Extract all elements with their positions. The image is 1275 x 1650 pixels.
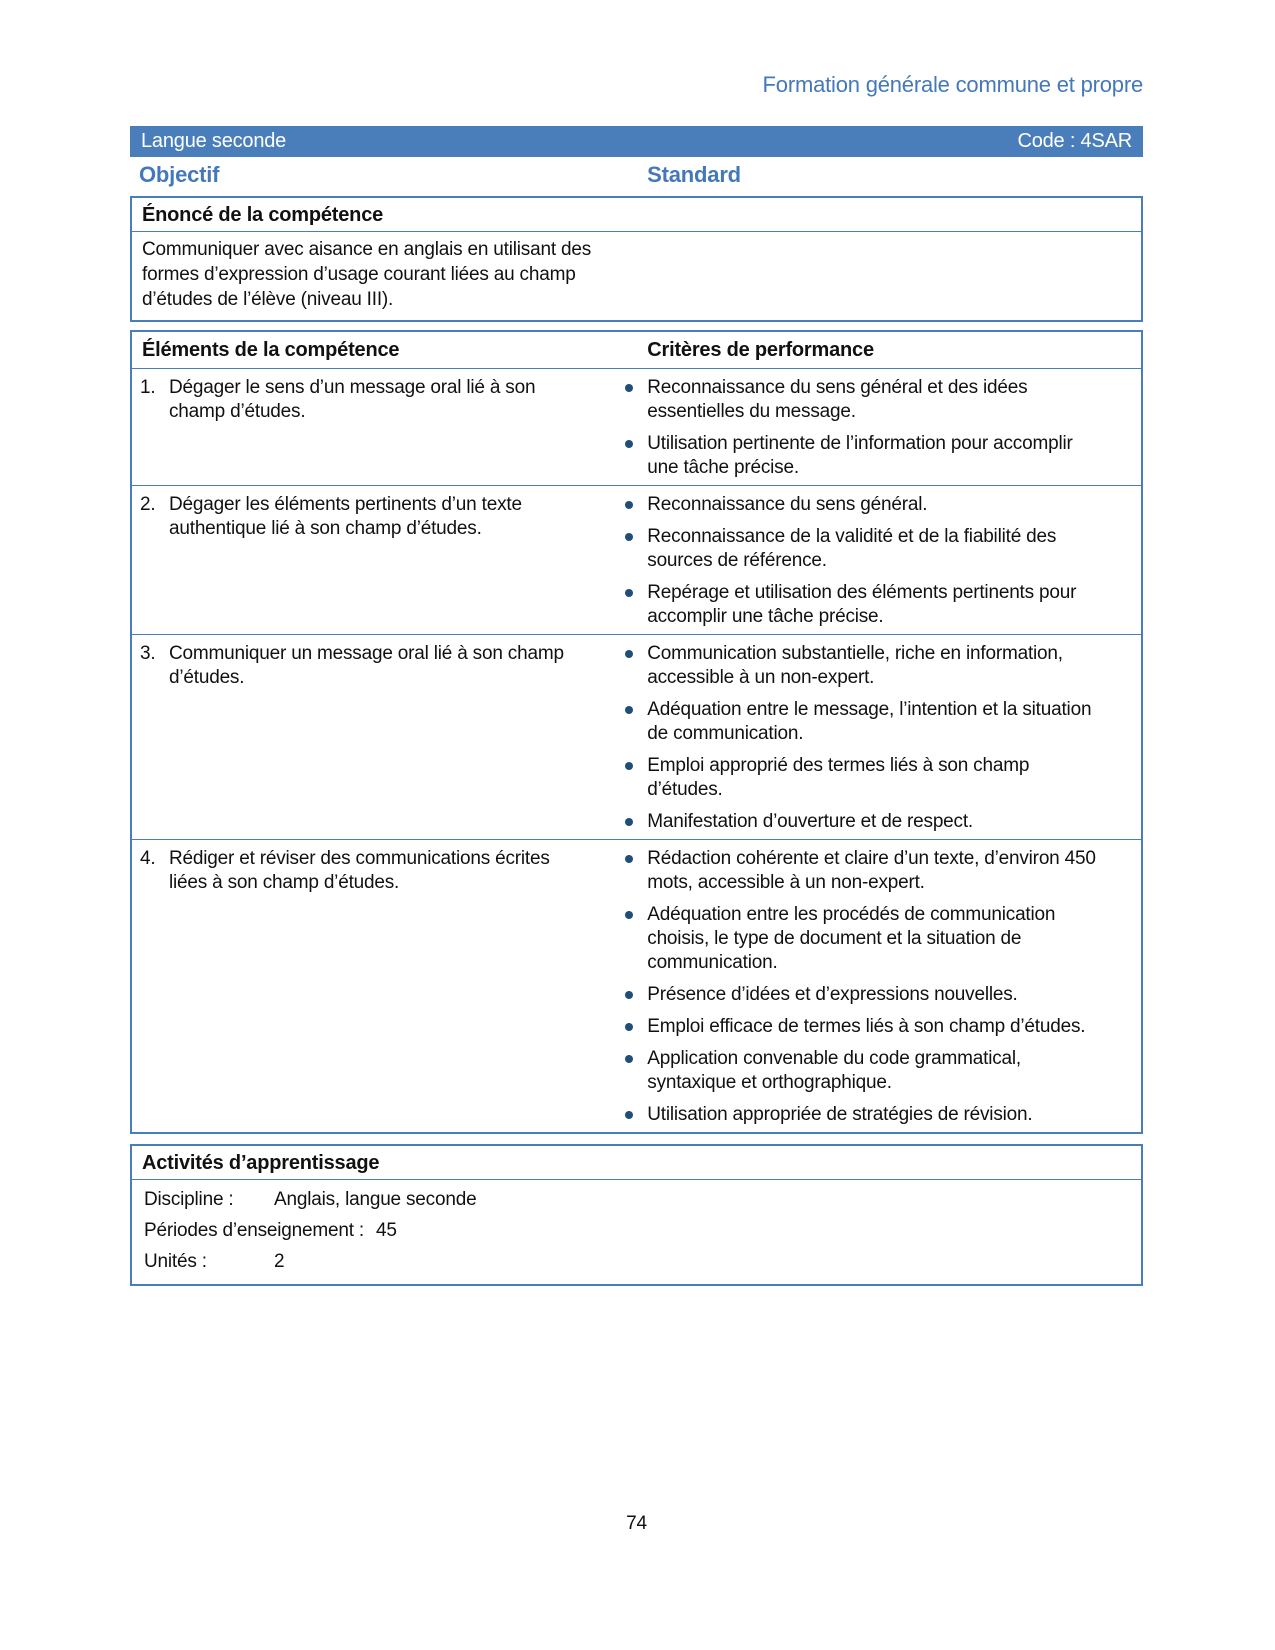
criterion-item	[625, 581, 1131, 629]
banner-subject-label: Langue seconde	[141, 130, 287, 152]
criterion-item	[625, 525, 1131, 573]
banner-code-label: Code : 4SAR	[1017, 130, 1132, 152]
section-headings-row	[130, 160, 1143, 196]
enonce-header: Énoncé de la compétence	[132, 198, 1141, 232]
objectif-heading: Objectif	[139, 162, 220, 187]
criteria-cell	[611, 376, 1141, 480]
table-row	[132, 839, 1141, 1132]
criteria-cell	[611, 642, 1141, 834]
criterion-text: Reconnaissance de la validité et de la fiabilité des sources de référence.	[647, 526, 1057, 571]
enonce-text: Communiquer avec aisance en anglais en utilisant des formes d’expression d’usage courant liées au champ d’études de l’élève (niveau III).	[142, 239, 592, 310]
activites-header: Activités d’apprentissage	[132, 1146, 1141, 1180]
standard-heading: Standard	[647, 162, 741, 187]
criterion-text: Adéquation entre le message, l’intention et la situation de communication.	[647, 699, 1092, 744]
activity-label: Périodes d’enseignement :	[144, 1220, 364, 1241]
page-content	[130, 0, 1143, 1534]
bullet-icon	[625, 440, 633, 448]
criterion-text: Emploi approprié des termes liés à son champ d’études.	[647, 755, 1030, 800]
title-banner	[130, 126, 1143, 157]
element-text: Rédiger et réviser des communications écrites liées à son champ d’études.	[169, 848, 550, 893]
element-number: 1.	[140, 377, 156, 398]
criterion-text: Repérage et utilisation des éléments pertinents pour accomplir une tâche précise.	[647, 582, 1077, 627]
activites-body	[132, 1180, 1141, 1284]
element-cell	[132, 847, 611, 1127]
criterion-text: Rédaction cohérente et claire d’un texte, d’environ 450 mots, accessible à un non-expert.	[647, 848, 1096, 893]
criterion-item	[625, 642, 1131, 690]
enonce-body	[132, 232, 1141, 320]
criterion-item	[625, 847, 1131, 895]
activity-value: 45	[376, 1220, 397, 1241]
table-row	[132, 369, 1141, 485]
criterion-item	[625, 810, 1131, 834]
criterion-text: Reconnaissance du sens général.	[647, 494, 928, 515]
criterion-text: Reconnaissance du sens général et des idées essentielles du message.	[647, 377, 1028, 422]
element-cell	[132, 642, 611, 834]
criterion-item	[625, 754, 1131, 802]
criterion-item	[625, 493, 1131, 517]
element-cell	[132, 376, 611, 480]
bullet-icon	[625, 911, 633, 919]
activity-label: Discipline :	[144, 1189, 234, 1210]
criterion-text: Application convenable du code grammatical, syntaxique et orthographique.	[647, 1048, 1022, 1093]
criterion-item	[625, 983, 1131, 1007]
bullet-icon	[625, 1023, 633, 1031]
activites-table	[130, 1144, 1143, 1286]
element-text: Dégager les éléments pertinents d’un texte authentique lié à son champ d’études.	[169, 494, 522, 539]
bullet-icon	[625, 818, 633, 826]
enonce-table	[130, 196, 1143, 322]
activity-value: 2	[274, 1251, 285, 1272]
criterion-item	[625, 1015, 1131, 1039]
criterion-item	[625, 698, 1131, 746]
bullet-icon	[625, 991, 633, 999]
activity-value: Anglais, langue seconde	[274, 1189, 477, 1210]
bullet-icon	[625, 501, 633, 509]
criterion-text: Utilisation appropriée de stratégies de révision.	[647, 1104, 1033, 1125]
running-head: Formation générale commune et propre	[762, 72, 1143, 97]
criterion-text: Emploi efficace de termes liés à son champ d’études.	[647, 1016, 1086, 1037]
criterion-item	[625, 1047, 1131, 1095]
bullet-icon	[625, 1111, 633, 1119]
element-text: Communiquer un message oral lié à son champ d’études.	[169, 643, 564, 688]
criterion-item	[625, 432, 1131, 480]
competence-table	[130, 330, 1143, 1134]
bullet-icon	[625, 533, 633, 541]
competence-table-header	[132, 332, 1141, 369]
criteria-cell	[611, 493, 1141, 629]
bullet-icon	[625, 650, 633, 658]
criteria-cell	[611, 847, 1141, 1127]
table-row	[132, 634, 1141, 839]
criterion-text: Utilisation pertinente de l’information pour accomplir une tâche précise.	[647, 433, 1073, 478]
bullet-icon	[625, 762, 633, 770]
activity-row	[144, 1187, 1131, 1212]
activity-row	[144, 1218, 1131, 1243]
element-text: Dégager le sens d’un message oral lié à son champ d’études.	[169, 377, 536, 422]
element-number: 3.	[140, 643, 156, 664]
table-row	[132, 485, 1141, 634]
element-number: 4.	[140, 848, 156, 869]
criterion-item	[625, 903, 1131, 975]
criterion-text: Communication substantielle, riche en information, accessible à un non-expert.	[647, 643, 1063, 688]
bullet-icon	[625, 706, 633, 714]
criterion-item	[625, 376, 1131, 424]
bullet-icon	[625, 855, 633, 863]
bullet-icon	[625, 384, 633, 392]
criterion-item	[625, 1103, 1131, 1127]
criteres-header: Critères de performance	[647, 339, 874, 361]
page-number: 74	[626, 1513, 647, 1534]
criterion-text: Adéquation entre les procédés de communication choisis, le type de document et la situation de communication.	[647, 904, 1056, 973]
element-cell	[132, 493, 611, 629]
element-number: 2.	[140, 494, 156, 515]
activity-row	[144, 1249, 1131, 1274]
bullet-icon	[625, 1055, 633, 1063]
criterion-text: Présence d’idées et d’expressions nouvelles.	[647, 984, 1018, 1005]
bullet-icon	[625, 589, 633, 597]
activity-label: Unités :	[144, 1251, 207, 1272]
criterion-text: Manifestation d’ouverture et de respect.	[647, 811, 974, 832]
elements-header: Éléments de la compétence	[142, 339, 400, 361]
